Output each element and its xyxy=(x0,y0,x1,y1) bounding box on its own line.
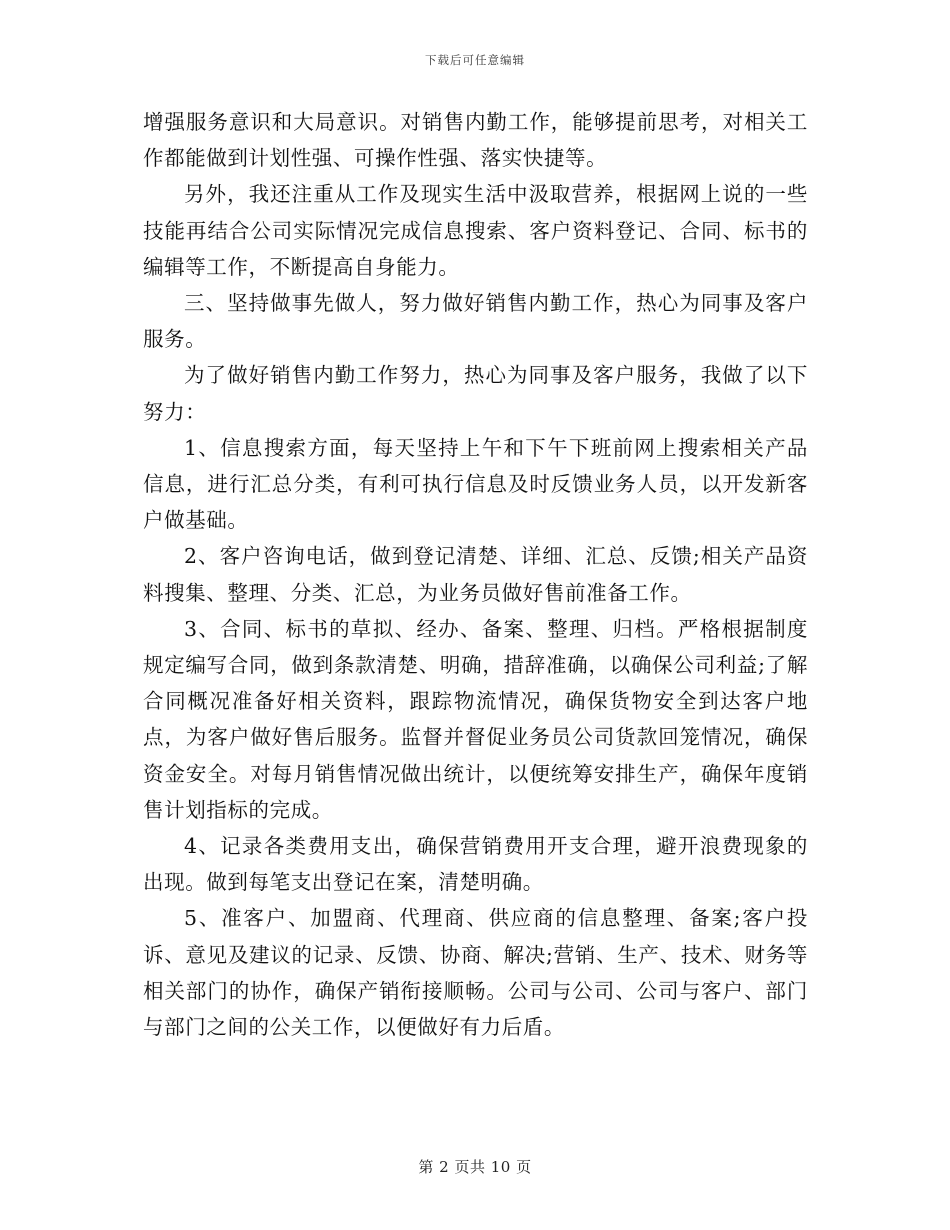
paragraph-7: 3、合同、标书的草拟、经办、备案、整理、归档。严格根据制度规定编写合同，做到条款清楚、明确，措辞准确，以确保公司利益;了解合同概况准备好相关资料，跟踪物流情况，确保货物安全到达客户地点，为客户做好售后服务。监督并督促业务员公司货款回笼情况，确保资金安全。对每月销售情况做出统计，以便统筹安排生产，确保年度销售计划指标的完成。 xyxy=(143,616,808,822)
paragraph-1: 增强服务意识和大局意识。对销售内勤工作，能够提前思考，对相关工作都能做到计划性强、可操作性强、落实快捷等。 xyxy=(143,110,808,171)
paragraph-2: 另外，我还注重从工作及现实生活中汲取营养，根据网上说的一些技能再结合公司实际情况完成信息搜索、客户资料登记、合同、标书的编辑等工作，不断提高自身能力。 xyxy=(143,182,808,279)
page-header: 下载后可任意编辑 xyxy=(425,53,525,67)
document-body xyxy=(143,104,808,1045)
paragraph-6: 2、客户咨询电话，做到登记清楚、详细、汇总、反馈;相关产品资料搜集、整理、分类、汇总，为业务员做好售前准备工作。 xyxy=(143,544,808,605)
paragraph-8: 4、记录各类费用支出，确保营销费用开支合理，避开浪费现象的出现。做到每笔支出登记在案，清楚明确。 xyxy=(143,834,808,895)
paragraph-3: 三、坚持做事先做人，努力做好销售内勤工作，热心为同事及客户服务。 xyxy=(143,291,808,352)
paragraph-9: 5、准客户、加盟商、代理商、供应商的信息整理、备案;客户投诉、意见及建议的记录、反馈、协商、解决;营销、生产、技术、财务等相关部门的协作，确保产销衔接顺畅。公司与公司、公司与客户、部门与部门之间的公关工作，以便做好有力后盾。 xyxy=(143,906,808,1040)
page-footer: 第 2 页共 10 页 xyxy=(418,1158,532,1176)
paragraph-4: 为了做好销售内勤工作努力，热心为同事及客户服务，我做了以下努力： xyxy=(143,363,808,424)
paragraph-5: 1、信息搜索方面，每天坚持上午和下午下班前网上搜索相关产品信息，进行汇总分类，有利可执行信息及时反馈业务人员，以开发新客户做基础。 xyxy=(143,435,808,533)
